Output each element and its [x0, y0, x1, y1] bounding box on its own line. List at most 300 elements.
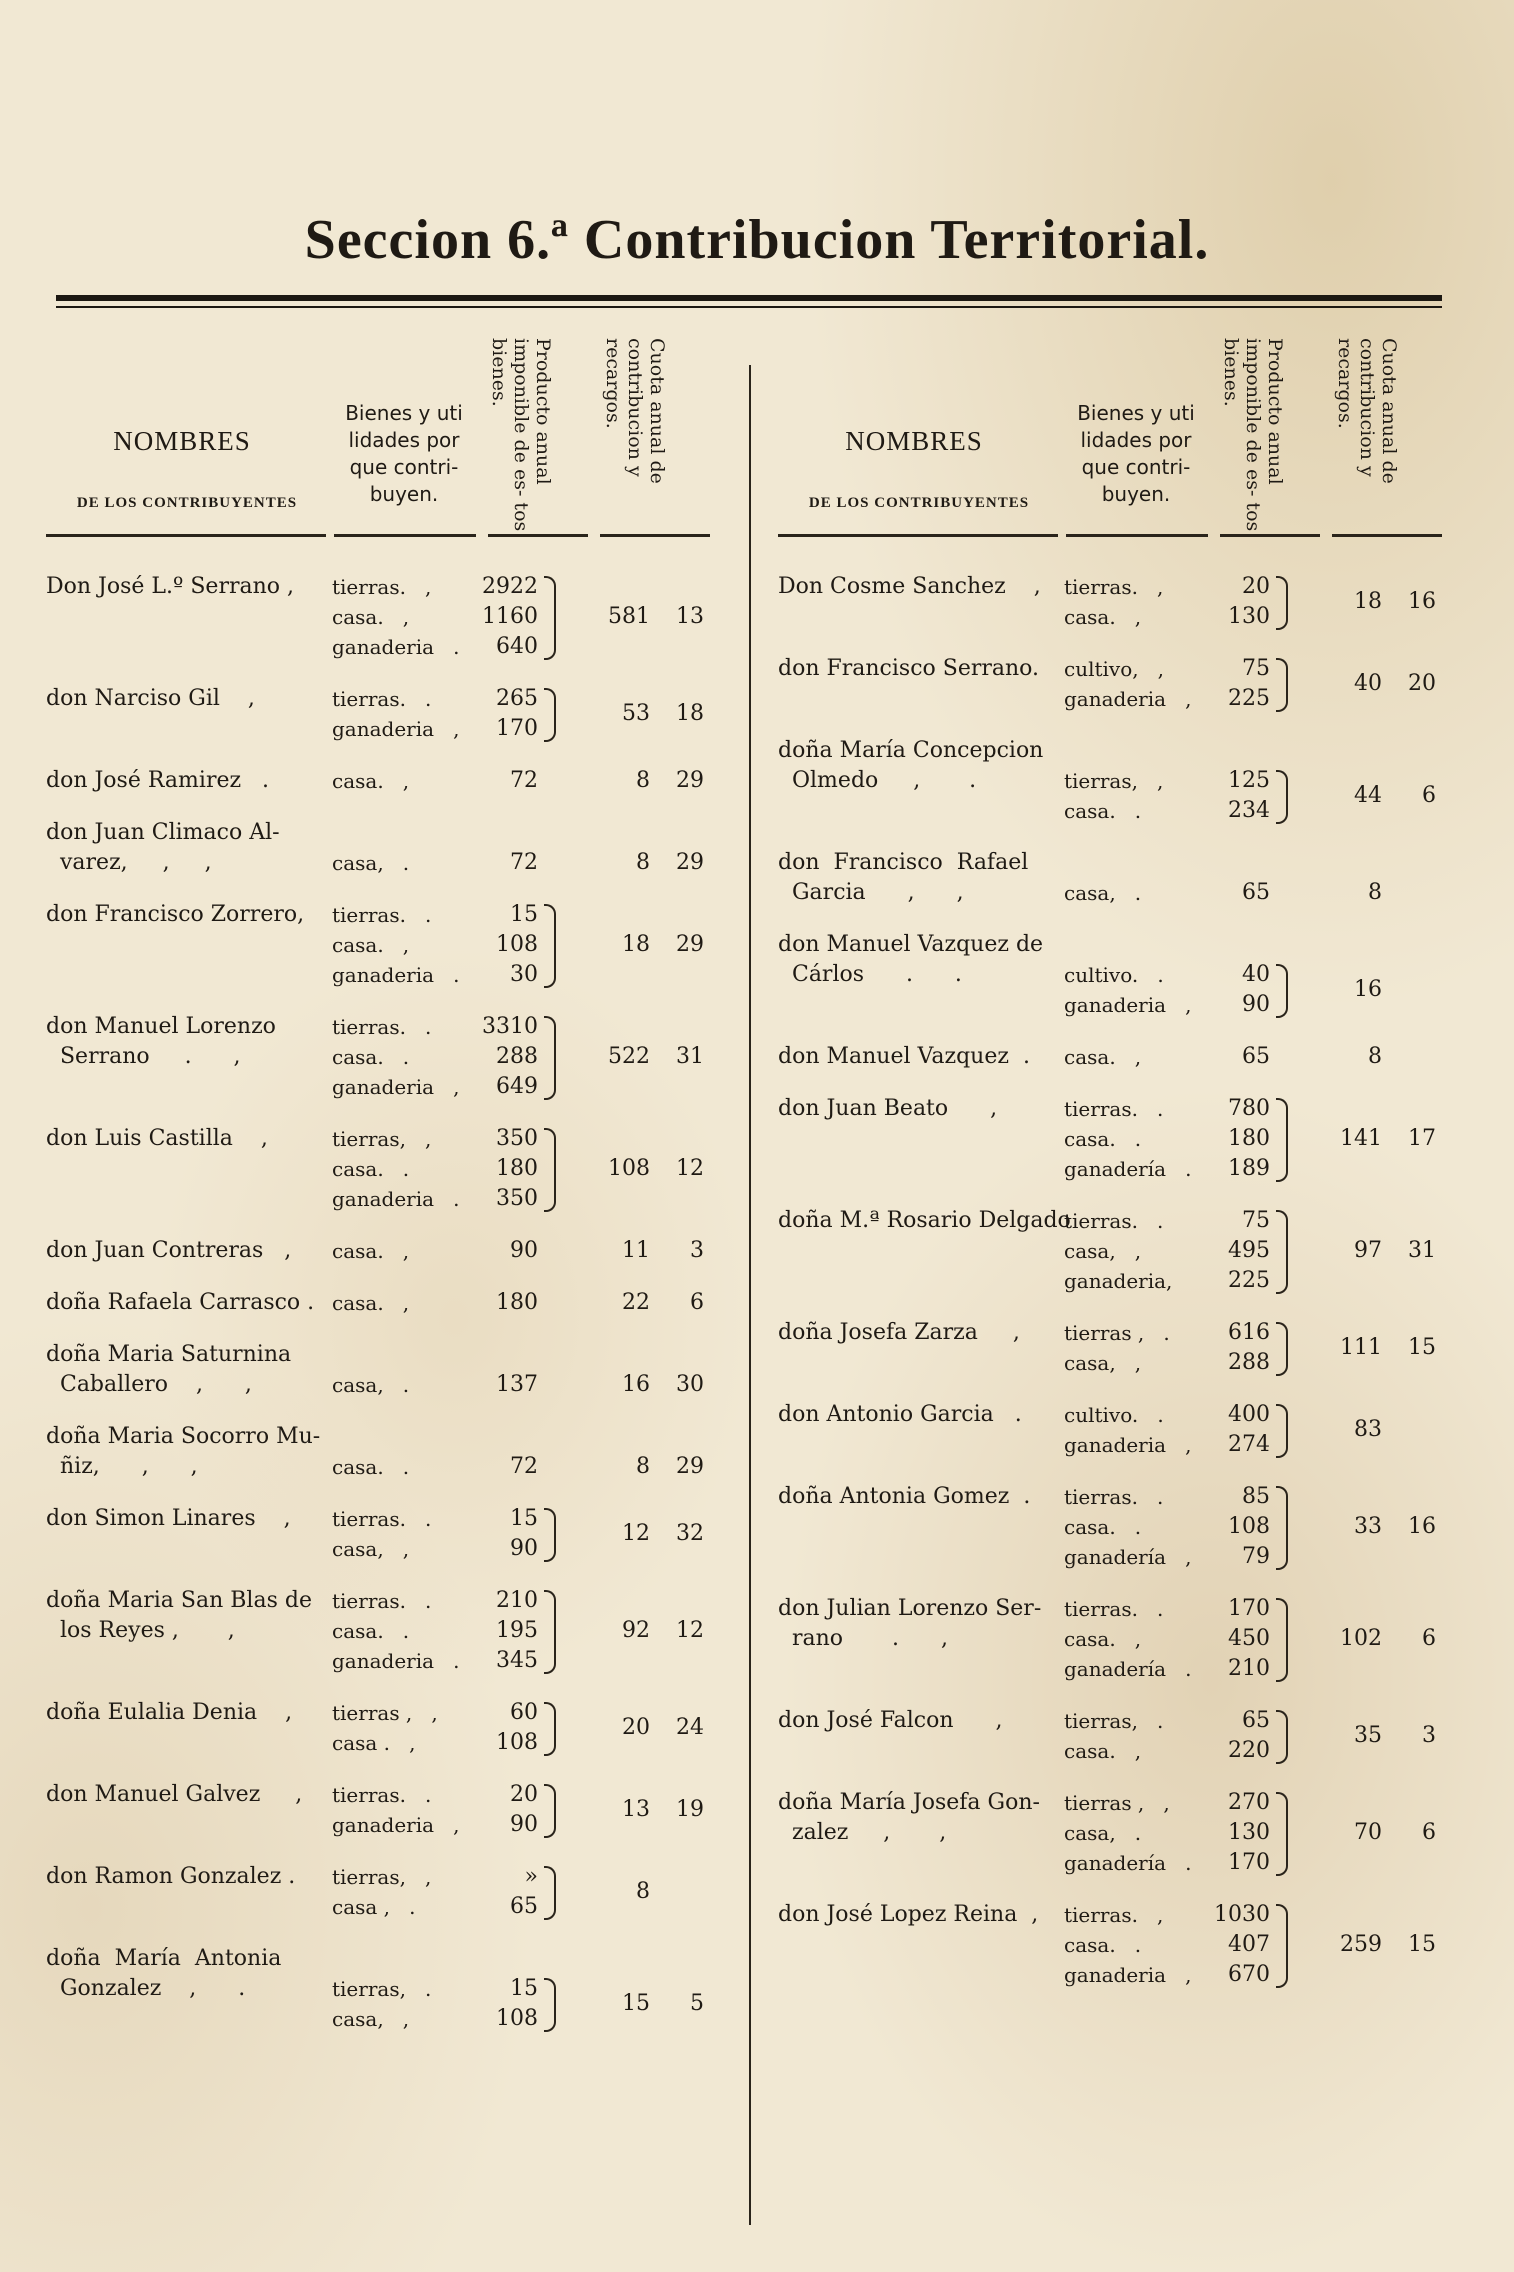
list-item [42, 1236, 718, 1266]
property-type: casa, . [1064, 1821, 1142, 1845]
property-item [332, 900, 542, 930]
cuota-units: 97 [1354, 1238, 1382, 1263]
product-value: 85 [1242, 1484, 1270, 1509]
contributor-name: doña Maria Socorro Mu- ñiz, , , [46, 1424, 321, 1479]
property-items [1064, 1094, 1274, 1184]
cuota-value [562, 1877, 712, 1907]
product-value: 270 [1228, 1790, 1270, 1815]
cuota-value [562, 1042, 712, 1072]
list-item [774, 1594, 1446, 1684]
grouping-brace [1276, 1710, 1288, 1764]
product-value: 75 [1242, 656, 1270, 681]
product-value: 130 [1228, 1820, 1270, 1845]
property-type: ganaderia . [332, 1187, 460, 1211]
cuota-units: 111 [1340, 1335, 1382, 1360]
property-type: tierras. . [1064, 1485, 1164, 1509]
property-items [1064, 1900, 1274, 1990]
product-value: 90 [510, 1812, 538, 1837]
contributor-name: don Manuel Vazquez de Cárlos . . [778, 932, 1044, 987]
grouping-brace [544, 1702, 556, 1756]
property-item [332, 1698, 542, 1728]
property-type: tierras. , [1064, 575, 1164, 599]
cuota-cents: 29 [676, 768, 704, 793]
product-value: 72 [510, 768, 538, 793]
property-item [332, 1586, 542, 1616]
property-type: ganaderia , [1064, 1963, 1192, 1987]
property-item [1064, 1848, 1274, 1878]
cuota-value [1294, 1415, 1444, 1445]
list-item [774, 930, 1446, 1020]
contributor-name: don Francisco Rafael Garcia , , [778, 850, 1029, 905]
contributor-name: doña Antonia Gomez . [778, 1484, 1031, 1509]
property-type: ganadería . [1064, 1657, 1192, 1681]
grouping-brace [1276, 576, 1288, 630]
property-items [1064, 1594, 1274, 1684]
property-type: tierras , . [1064, 1321, 1170, 1345]
property-type: casa. . [1064, 1515, 1142, 1539]
property-items [1064, 1788, 1274, 1878]
product-value: » [524, 1864, 538, 1889]
property-item [1064, 1206, 1274, 1236]
contributor-name: doña Eulalia Denia , [46, 1700, 293, 1725]
property-type: casa. . [332, 1045, 410, 1069]
product-value: 495 [1228, 1238, 1270, 1263]
property-items [1064, 960, 1274, 1020]
contributor-name: don Ramon Gonzalez . [46, 1864, 296, 1889]
property-items [1064, 766, 1274, 826]
property-type: ganadería . [1064, 1851, 1192, 1875]
product-value: 407 [1228, 1932, 1270, 1957]
product-value: 40 [1242, 962, 1270, 987]
cuota-value [1294, 587, 1444, 617]
property-type: tierras. . [332, 1015, 432, 1039]
property-items [1064, 1318, 1274, 1378]
grouping-brace [544, 576, 556, 660]
cuota-cents: 16 [1408, 1514, 1436, 1539]
cuota-units: 102 [1340, 1626, 1382, 1651]
header-producto: Producto anual imponible de es- tos bienes. [488, 338, 554, 532]
property-item [1064, 1094, 1274, 1124]
contributor-name: don Narciso Gil , [46, 686, 255, 711]
list-item [42, 572, 718, 662]
cuota-cents: 15 [1408, 1335, 1436, 1360]
product-value: 15 [510, 902, 538, 927]
cuota-cents: 20 [1408, 671, 1436, 696]
cuota-units: 259 [1340, 1932, 1382, 1957]
grouping-brace [1276, 1404, 1288, 1458]
grouping-brace [1276, 1904, 1288, 1988]
list-item [42, 1124, 718, 1214]
product-value: 90 [1242, 992, 1270, 1017]
contributor-name: don Francisco Serrano. [778, 656, 1040, 681]
property-item [332, 2004, 542, 2034]
cuota-cents: 6 [1422, 1626, 1436, 1651]
property-type: cultivo. . [1064, 1403, 1164, 1427]
property-item [332, 714, 542, 744]
property-type: casa, , [332, 2007, 410, 2031]
product-value: 189 [1228, 1156, 1270, 1181]
property-item [332, 1534, 542, 1564]
property-type: casa, . [1064, 881, 1142, 905]
property-item [332, 1184, 542, 1214]
left-column [42, 320, 718, 2240]
property-type: ganaderia . [332, 963, 460, 987]
grouping-brace [544, 1590, 556, 1674]
product-value: 265 [496, 686, 538, 711]
product-value: 180 [496, 1290, 538, 1315]
cuota-units: 40 [1354, 671, 1382, 696]
cuota-cents: 16 [1408, 589, 1436, 614]
cuota-units: 22 [622, 1290, 650, 1315]
product-value: 780 [1228, 1096, 1270, 1121]
list-item [42, 1504, 718, 1564]
list-item [42, 900, 718, 990]
product-value: 170 [1228, 1596, 1270, 1621]
cuota-units: 8 [1368, 880, 1382, 905]
property-type: casa. , [332, 933, 410, 957]
cuota-value [562, 766, 712, 796]
property-type: tierras. . [1064, 1597, 1164, 1621]
header-contribuyentes: DE LOS CONTRIBUYENTES [808, 495, 1030, 511]
cuota-units: 18 [1354, 589, 1382, 614]
list-item [42, 1422, 718, 1482]
property-type: tierras. . [332, 687, 432, 711]
product-value: 90 [510, 1238, 538, 1263]
property-type: ganaderia , [332, 1075, 460, 1099]
contributor-name: don Manuel Galvez , [46, 1782, 303, 1807]
product-value: 274 [1228, 1432, 1270, 1457]
property-type: casa. . [1064, 799, 1142, 823]
property-items [332, 1012, 542, 1102]
property-item [332, 1042, 542, 1072]
header-producto: Producto anual imponible de es- tos bienes. [1220, 338, 1286, 532]
product-value: 79 [1242, 1544, 1270, 1569]
grouping-brace [544, 1978, 556, 2032]
property-items [332, 1370, 542, 1400]
product-value: 288 [496, 1044, 538, 1069]
cuota-value [562, 699, 712, 729]
product-value: 180 [496, 1156, 538, 1181]
property-items [332, 1288, 542, 1318]
product-value: 3310 [482, 1014, 538, 1039]
list-item [774, 1788, 1446, 1878]
property-type: tierras. . [332, 1507, 432, 1531]
list-item [774, 1042, 1446, 1072]
property-item [332, 1810, 542, 1840]
cuota-value [1294, 1124, 1444, 1154]
property-items [1064, 1482, 1274, 1572]
cuota-units: 20 [622, 1715, 650, 1740]
property-items [332, 572, 542, 662]
property-item [1064, 796, 1274, 826]
property-item [332, 1862, 542, 1892]
product-value: 670 [1228, 1962, 1270, 1987]
product-value: 616 [1228, 1320, 1270, 1345]
product-value: 20 [1242, 574, 1270, 599]
cuota-cents: 24 [676, 1715, 704, 1740]
cuota-value [562, 1452, 712, 1482]
cuota-units: 16 [622, 1372, 650, 1397]
list-item [42, 1288, 718, 1318]
contributor-name: doña Josefa Zarza , [778, 1320, 1020, 1345]
header-cuota: Cuota anual de contribucion y recargos. [1334, 338, 1400, 484]
product-value: 288 [1228, 1350, 1270, 1375]
property-item [1064, 1788, 1274, 1818]
property-items [1064, 1206, 1274, 1296]
property-item [1064, 1482, 1274, 1512]
grouping-brace [1276, 964, 1288, 1018]
property-items [332, 1780, 542, 1840]
product-value: 350 [496, 1126, 538, 1151]
product-value: 210 [1228, 1656, 1270, 1681]
property-type: tierras. . [1064, 1097, 1164, 1121]
list-item [42, 1586, 718, 1676]
property-item [332, 930, 542, 960]
cuota-units: 8 [636, 768, 650, 793]
property-item [1064, 1818, 1274, 1848]
product-value: 65 [510, 1894, 538, 1919]
list-item [42, 1862, 718, 1922]
cuota-units: 70 [1354, 1820, 1382, 1845]
product-value: 225 [1228, 1268, 1270, 1293]
contributor-name: don Juan Contreras , [46, 1238, 292, 1263]
property-item [332, 572, 542, 602]
grouping-brace [544, 1128, 556, 1212]
property-item [1064, 1706, 1274, 1736]
property-type: casa. , [1064, 1739, 1142, 1763]
header-rule [488, 534, 588, 537]
product-value: 15 [510, 1506, 538, 1531]
property-item [1064, 878, 1274, 908]
cuota-value [562, 1616, 712, 1646]
header-bienes: Bienes y uti lidades por que contri- buyen. [345, 401, 463, 506]
product-value: 20 [510, 1782, 538, 1807]
list-item [42, 1340, 718, 1400]
product-value: 15 [510, 1976, 538, 2001]
header-rule [46, 534, 326, 537]
right-column [774, 320, 1446, 2240]
cuota-value [1294, 1042, 1444, 1072]
column-header [774, 320, 1446, 540]
property-items [332, 1698, 542, 1758]
property-type: ganaderia , [1064, 1433, 1192, 1457]
product-value: 195 [496, 1618, 538, 1643]
cuota-value [562, 930, 712, 960]
contributor-name: don José Falcon , [778, 1708, 1003, 1733]
property-item [1064, 1430, 1274, 1460]
property-type: tierras, . [1064, 1709, 1164, 1733]
property-item [332, 1370, 542, 1400]
cuota-value [1294, 781, 1444, 811]
property-type: tierras, , [1064, 769, 1164, 793]
cuota-cents: 13 [676, 604, 704, 629]
cuota-value [1294, 1721, 1444, 1751]
list-item [42, 818, 718, 878]
product-value: 225 [1228, 686, 1270, 711]
product-value: 1030 [1214, 1902, 1270, 1927]
property-type: ganaderia, [1064, 1269, 1173, 1293]
contributor-name: don Simon Linares , [46, 1506, 291, 1531]
property-item [1064, 1930, 1274, 1960]
title-rule-thin [56, 306, 1442, 308]
cuota-cents: 29 [676, 1454, 704, 1479]
property-item [1064, 1042, 1274, 1072]
list-item [42, 684, 718, 744]
product-value: 90 [510, 1536, 538, 1561]
property-item [1064, 1900, 1274, 1930]
product-value: 180 [1228, 1126, 1270, 1151]
property-item [1064, 1400, 1274, 1430]
property-item [1064, 572, 1274, 602]
cuota-cents: 12 [676, 1618, 704, 1643]
cuota-units: 92 [622, 1618, 650, 1643]
property-type: tierras. , [1064, 1903, 1164, 1927]
list-item [42, 766, 718, 796]
property-item [332, 766, 542, 796]
cuota-value [562, 1154, 712, 1184]
contributor-name: doña María Josefa Gon- zalez , , [778, 1790, 1040, 1845]
contributor-name: doña M.ª Rosario Delgado [778, 1208, 1071, 1233]
grouping-brace [1276, 770, 1288, 824]
cuota-value [562, 1519, 712, 1549]
grouping-brace [1276, 1486, 1288, 1570]
product-value: 170 [496, 716, 538, 741]
product-value: 72 [510, 850, 538, 875]
property-item [1064, 1124, 1274, 1154]
property-type: casa. . [332, 1157, 410, 1181]
contributor-name: don Juan Climaco Al- varez, , , [46, 820, 280, 875]
property-type: tierras , , [332, 1701, 438, 1725]
property-items [332, 1124, 542, 1214]
header-rule [1332, 534, 1442, 537]
list-item [42, 1780, 718, 1840]
property-type: tierras, , [332, 1127, 432, 1151]
column-divider [749, 365, 751, 2225]
product-value: 108 [1228, 1514, 1270, 1539]
product-value: 234 [1228, 798, 1270, 823]
property-item [1064, 654, 1274, 684]
cuota-units: 83 [1354, 1417, 1382, 1442]
property-type: casa. , [332, 605, 410, 629]
property-item [332, 1288, 542, 1318]
contributor-name: doña Rafaela Carrasco . [46, 1290, 315, 1315]
property-items [1064, 572, 1274, 632]
property-item [1064, 1318, 1274, 1348]
cuota-units: 16 [1354, 977, 1382, 1002]
header-nombres: NOMBRES [845, 426, 983, 456]
contributor-name: don Manuel Lorenzo Serrano . , [46, 1014, 276, 1069]
cuota-units: 15 [622, 1991, 650, 2016]
product-value: 137 [496, 1372, 538, 1397]
grouping-brace [544, 1784, 556, 1838]
product-value: 210 [496, 1588, 538, 1613]
cuota-units: 18 [622, 932, 650, 957]
property-items [332, 900, 542, 990]
contributor-name: doña Maria San Blas de los Reyes , , [46, 1588, 312, 1643]
cuota-value [1294, 669, 1444, 699]
cuota-units: 12 [622, 1521, 650, 1546]
title-rule-thick [56, 295, 1442, 301]
cuota-value [562, 1989, 712, 2019]
cuota-value [562, 1795, 712, 1825]
cuota-cents: 30 [676, 1372, 704, 1397]
grouping-brace [544, 904, 556, 988]
property-item [332, 960, 542, 990]
property-item [332, 848, 542, 878]
cuota-value [562, 848, 712, 878]
header-rule [1220, 534, 1320, 537]
contributor-name: doña Maria Saturnina Caballero , , [46, 1342, 292, 1397]
property-item [1064, 1512, 1274, 1542]
property-type: casa , . [332, 1895, 416, 1919]
product-value: 400 [1228, 1402, 1270, 1427]
grouping-brace [1276, 1598, 1288, 1682]
property-item [1064, 1736, 1274, 1766]
cuota-units: 108 [608, 1156, 650, 1181]
cuota-value [562, 1713, 712, 1743]
property-type: tierras , , [1064, 1791, 1170, 1815]
property-items [1064, 654, 1274, 714]
cuota-value [1294, 1930, 1444, 1960]
property-type: ganaderia . [332, 1649, 460, 1673]
contributor-name: Don Cosme Sanchez , [778, 574, 1041, 599]
grouping-brace [544, 688, 556, 742]
property-items [332, 848, 542, 878]
contributor-name: don Julian Lorenzo Ser- rano . , [778, 1596, 1042, 1651]
column-header [42, 320, 718, 540]
list-item [774, 1318, 1446, 1378]
property-type: tierras, . [332, 1977, 432, 2001]
property-item [332, 1780, 542, 1810]
cuota-cents: 31 [676, 1044, 704, 1069]
property-type: ganaderia , [1064, 687, 1192, 711]
property-item [332, 1504, 542, 1534]
header-rule [600, 534, 710, 537]
property-items [332, 684, 542, 744]
product-value: 450 [1228, 1626, 1270, 1651]
property-item [332, 1236, 542, 1266]
product-value: 65 [1242, 1708, 1270, 1733]
property-item [1064, 1594, 1274, 1624]
list-item [774, 1706, 1446, 1766]
header-contribuyentes: DE LOS CONTRIBUYENTES [76, 495, 298, 511]
cuota-units: 141 [1340, 1126, 1382, 1151]
property-items [332, 1236, 542, 1266]
property-item [1064, 1154, 1274, 1184]
contributor-name: don Francisco Zorrero, [46, 902, 305, 927]
property-item [332, 684, 542, 714]
property-items [332, 1974, 542, 2034]
property-item [1064, 1654, 1274, 1684]
cuota-units: 8 [636, 1879, 650, 1904]
property-type: tierras. . [1064, 1209, 1164, 1233]
property-type: casa. . [1064, 1127, 1142, 1151]
cuota-units: 522 [608, 1044, 650, 1069]
product-value: 108 [496, 2006, 538, 2031]
product-value: 130 [1228, 604, 1270, 629]
property-item [1064, 684, 1274, 714]
product-value: 125 [1228, 768, 1270, 793]
list-item [774, 848, 1446, 908]
cuota-cents: 5 [690, 1991, 704, 2016]
product-value: 1160 [482, 604, 538, 629]
cuota-value [1294, 1236, 1444, 1266]
cuota-cents: 29 [676, 850, 704, 875]
property-type: tierras. . [332, 1589, 432, 1613]
property-type: casa, . [332, 1373, 410, 1397]
property-items [332, 1862, 542, 1922]
list-item [42, 1012, 718, 1102]
